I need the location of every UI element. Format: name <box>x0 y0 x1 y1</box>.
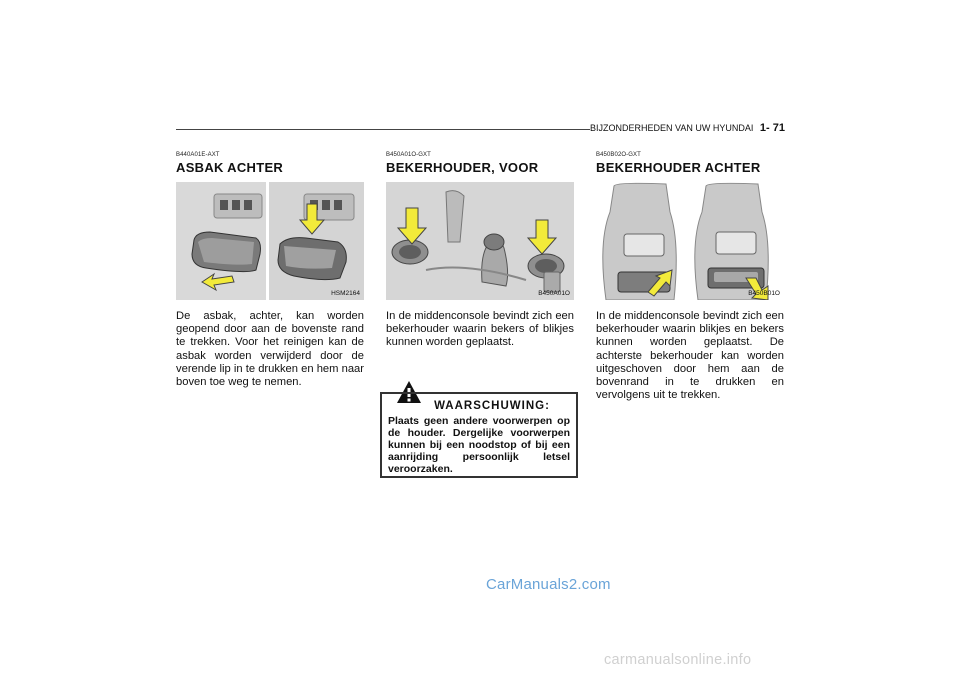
section-body-text: In de middenconsole bevindt zich een bekerhouder waarin bekers of blikjes kunnen worden geplaatst. <box>386 310 574 349</box>
section-title: BEKERHOUDER, VOOR <box>386 160 539 175</box>
cupholder-rear-figure <box>596 182 784 300</box>
section-body-text: De asbak, achter, kan worden geopend door aan de bovenste rand te trekken. Voor het reinigen kan de asbak worden verwijderd door de verende lip in te drukken en hem naar boven toe weg te nemen. <box>176 310 364 389</box>
watermark-carmanuals2: CarManuals2.com <box>486 576 611 593</box>
warning-text: Plaats geen andere voorwerpen op de houder. Dergelijke voorwerpen kunnen bij een noodstop of bij een aanrijding persoonlijk letsel veroorzaken. <box>388 415 570 475</box>
cupholder-front-illustration <box>386 182 574 300</box>
section-code: B440A01E-AXT <box>176 152 220 158</box>
section-code: B450A01O-GXT <box>386 152 431 158</box>
section-ashtray-rear <box>176 152 364 389</box>
warning-title: WAARSCHUWING: <box>434 400 550 412</box>
cupholder-rear-illustration <box>596 182 784 300</box>
figure-code: HSM2164 <box>331 290 360 297</box>
section-body-text: In de middenconsole bevindt zich een bekerhouder waarin blikjes en bekers kunnen worden geplaatst. De achterste bekerhouder kan worden uitgeschoven door hem aan de bovenrand in te drukken en vervolgens uit te trekken. <box>596 310 784 402</box>
section-cupholder-rear <box>596 152 784 402</box>
section-code: B450B02O-GXT <box>596 152 641 158</box>
watermark-carmanualsonline: carmanualsonline.info <box>604 652 752 668</box>
warning-box <box>380 392 578 478</box>
section-title: BEKERHOUDER ACHTER <box>596 160 761 175</box>
section-title: ASBAK ACHTER <box>176 160 284 175</box>
figure-code: B450B01O <box>748 290 780 297</box>
cupholder-front-figure <box>386 182 574 300</box>
figure-code: B450A01O <box>538 290 570 297</box>
section-cupholder-front <box>386 152 574 350</box>
header-section-title: BIJZONDERHEDEN VAN UW HYUNDAI <box>590 123 754 133</box>
page-number: 1- 71 <box>759 122 785 134</box>
ashtray-illustration <box>176 182 364 300</box>
header-rule <box>176 129 590 130</box>
ashtray-figure <box>176 182 364 300</box>
page-header <box>590 122 785 134</box>
